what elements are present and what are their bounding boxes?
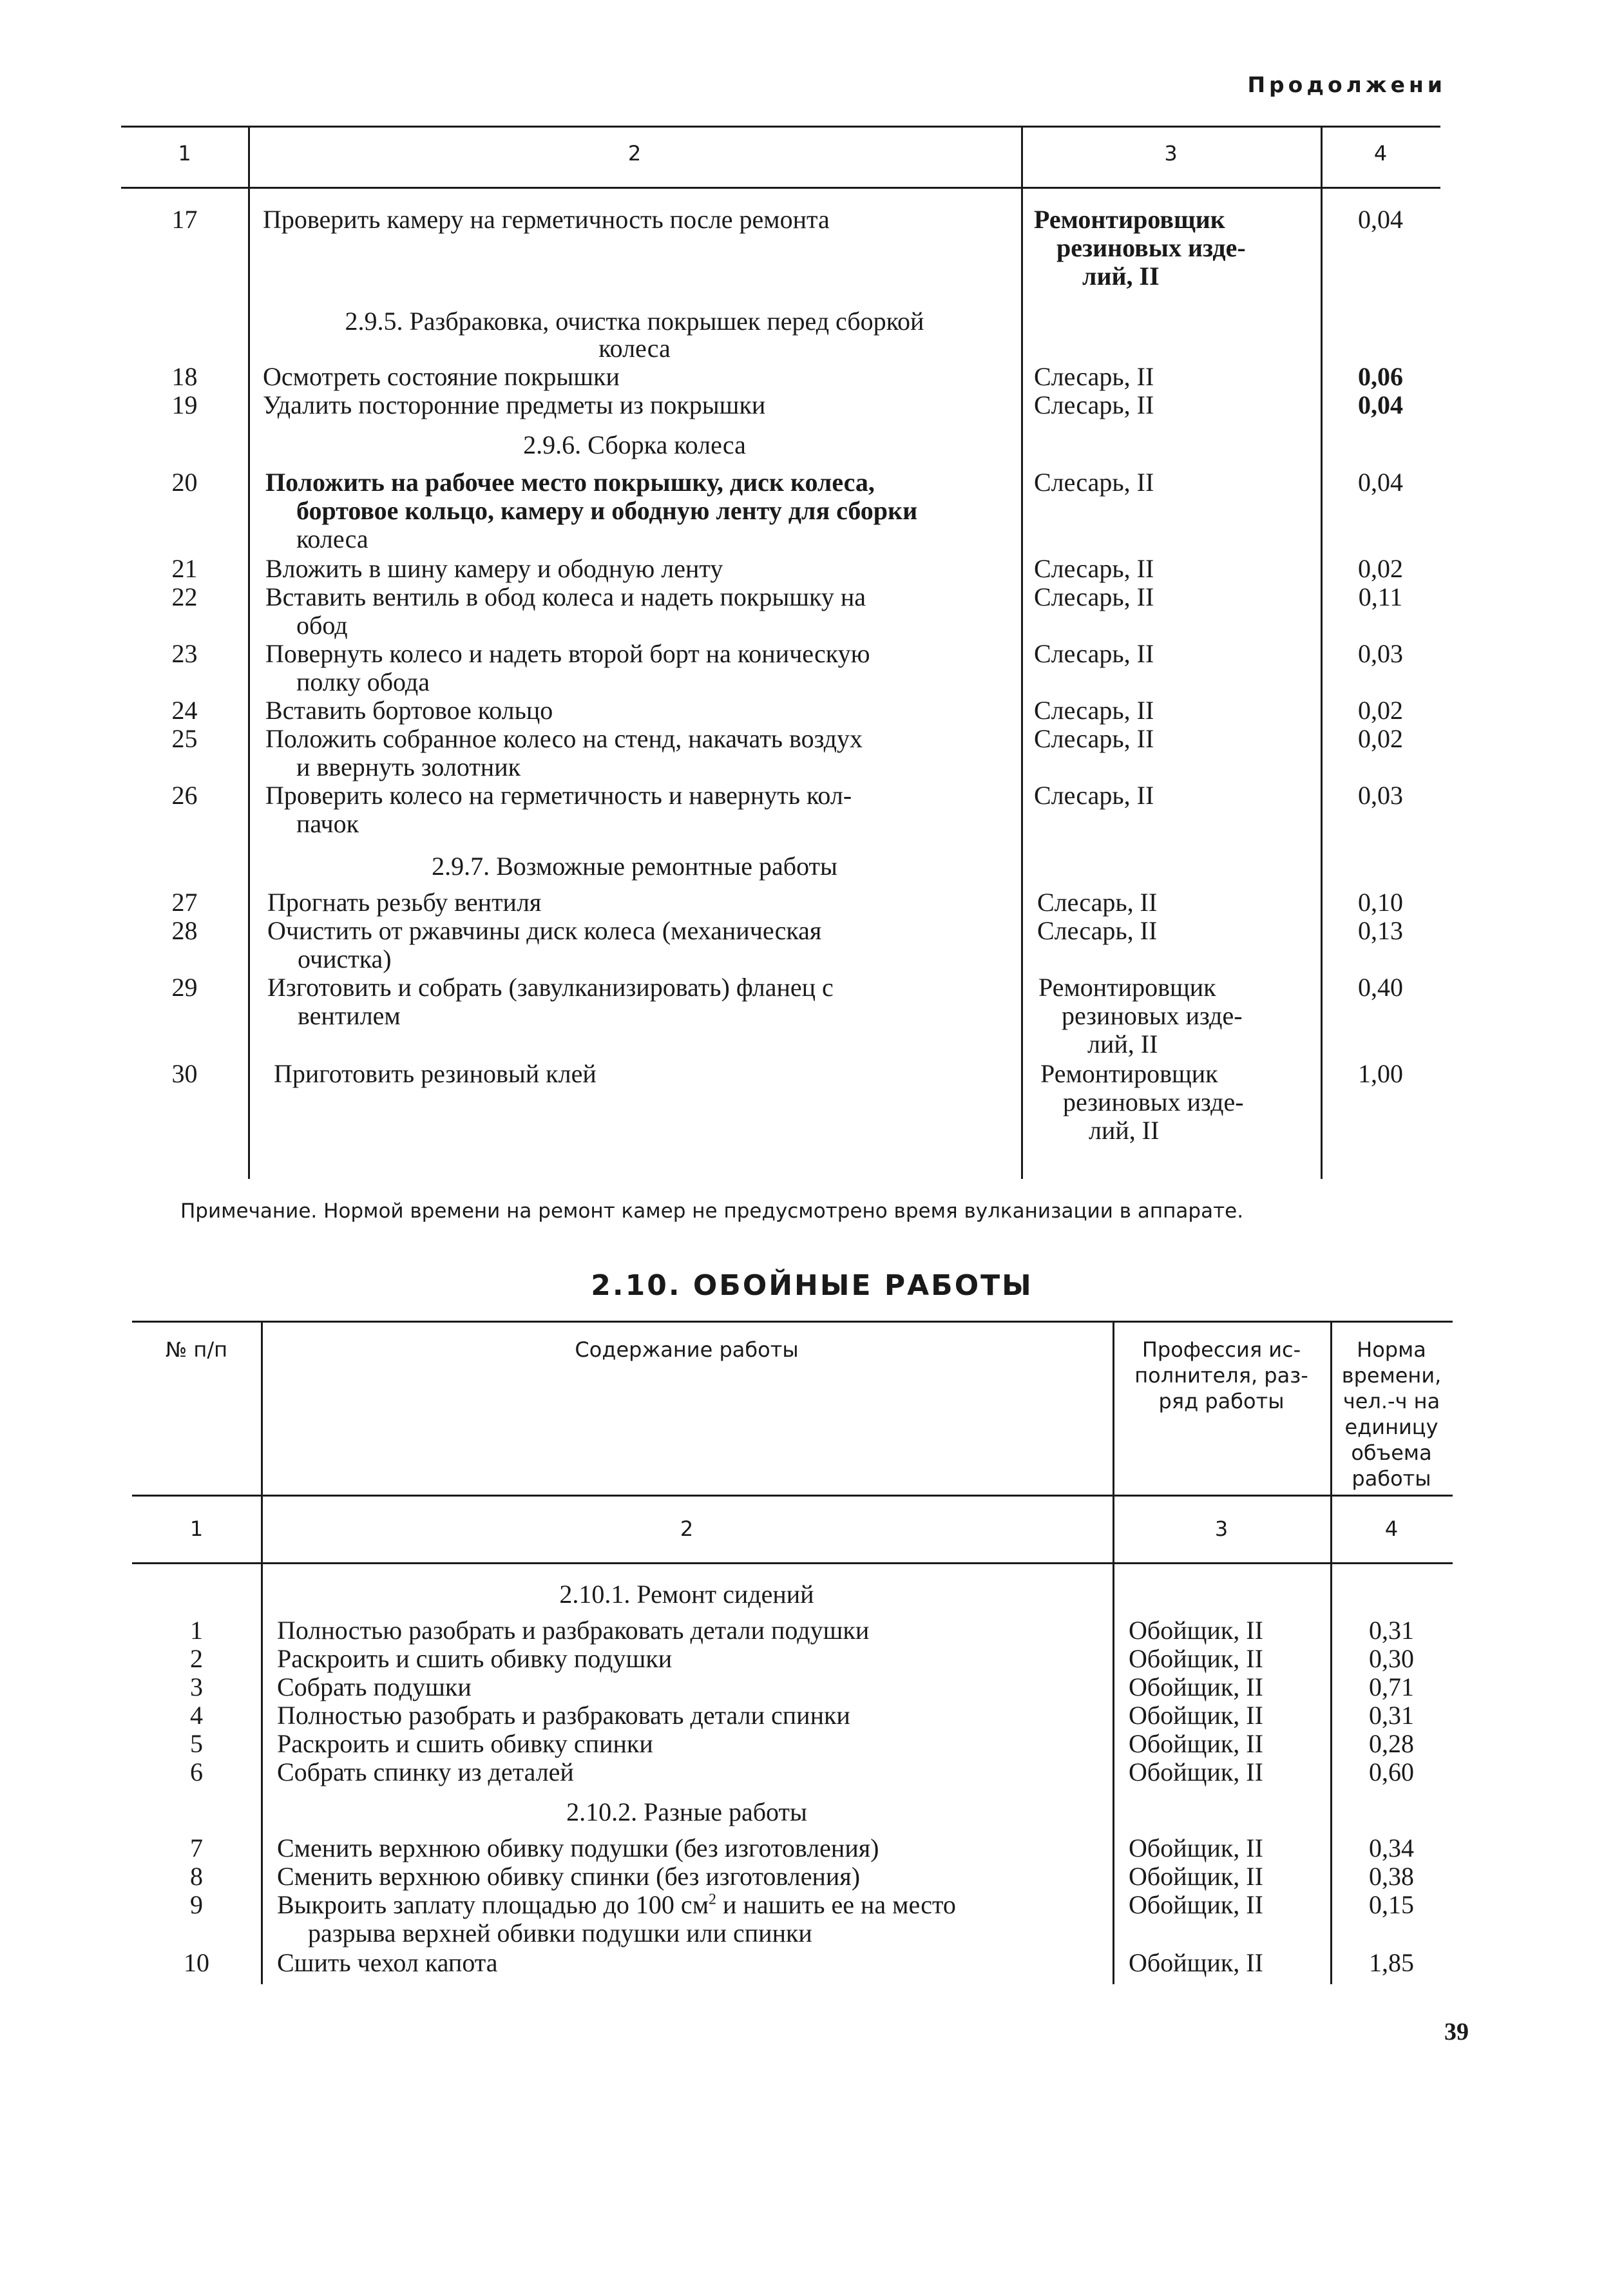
profession: Слесарь, II (1034, 390, 1154, 419)
work-content: Полностью разобрать и разбраковать детали подушки (277, 1616, 870, 1645)
row-number: 29 (171, 973, 198, 1002)
table1-colnum-3: 3 (1164, 141, 1178, 166)
row-number: 9 (190, 1890, 203, 1919)
work-content: Полностью разобрать и разбраковать детали спинки (277, 1701, 850, 1730)
profession: резиновых изде- (1056, 233, 1246, 262)
row-number: 1 (190, 1616, 203, 1645)
row-number: 28 (171, 916, 198, 945)
subsection-heading: 2.10.2. Разные работы (566, 1797, 807, 1826)
subsection-heading: 2.9.5. Разбраковка, очистка покрышек перед сборкой (345, 307, 924, 336)
header-number: № п/п (165, 1337, 228, 1362)
work-content: Вставить вентиль в обод колеса и надеть покрышку на (265, 582, 866, 611)
row-number: 21 (171, 554, 198, 583)
row-number: 26 (171, 781, 198, 810)
profession: Ремонтировщик (1038, 973, 1216, 1002)
row-number: 19 (171, 390, 198, 419)
row-number: 10 (184, 1948, 209, 1977)
work-content: бортовое кольцо, камеру и ободную ленту для сборки (296, 496, 918, 525)
row-number: 30 (171, 1059, 198, 1088)
work-content: Сменить верхнюю обивку подушки (без изготовления) (277, 1833, 879, 1862)
profession: Слесарь, II (1034, 554, 1154, 583)
profession: Слесарь, II (1034, 582, 1154, 611)
table1-colnum-1: 1 (178, 141, 191, 166)
subsection-heading: 2.9.6. Сборка колеса (523, 430, 746, 459)
work-content: и ввернуть золотник (296, 752, 521, 781)
time-norm: 0,60 (1369, 1757, 1414, 1786)
table1-col-divider-1 (248, 126, 250, 1179)
work-content: Раскроить и сшить обивку подушки (277, 1644, 673, 1673)
work-content: Раскроить и сшить обивку спинки (277, 1729, 653, 1758)
profession: лий, II (1089, 1116, 1160, 1145)
time-norm: 0,02 (1358, 696, 1403, 725)
profession: Обойщик, II (1129, 1757, 1263, 1786)
row-number: 22 (171, 582, 198, 611)
time-norm: 0,04 (1358, 468, 1403, 497)
profession: Обойщик, II (1129, 1833, 1263, 1862)
row-number: 25 (171, 724, 198, 753)
work-content: Сменить верхнюю обивку спинки (без изготовления) (277, 1862, 861, 1891)
profession: Ремонтировщик (1034, 205, 1225, 234)
header-profession: ряд работы (1158, 1389, 1285, 1413)
table1-header-rule (121, 187, 1440, 189)
table1-col-divider-2 (1021, 126, 1023, 1179)
row-number: 5 (190, 1729, 203, 1758)
profession: Слесарь, II (1034, 639, 1154, 668)
time-norm: 0,11 (1358, 582, 1403, 611)
profession: Обойщик, II (1129, 1890, 1263, 1919)
work-content: Собрать подушки (277, 1672, 472, 1701)
time-norm: 0,13 (1358, 916, 1403, 945)
superscript: 2 (709, 1891, 716, 1908)
profession: Обойщик, II (1129, 1862, 1263, 1891)
work-content: очистка) (298, 944, 392, 973)
work-content-part: и нашить ее на место (716, 1890, 956, 1919)
table2-header-rule (132, 1495, 1453, 1497)
table2-col-divider-1 (261, 1321, 263, 1984)
profession: Обойщик, II (1129, 1701, 1263, 1730)
work-content: полку обода (296, 667, 430, 696)
work-content: Собрать спинку из деталей (277, 1757, 574, 1786)
time-norm: 0,71 (1369, 1672, 1414, 1701)
profession: лий, II (1082, 262, 1160, 291)
work-content: Сшить чехол капота (277, 1948, 498, 1977)
profession: лий, II (1087, 1029, 1158, 1058)
profession: Обойщик, II (1129, 1644, 1263, 1673)
work-content: пачок (296, 809, 359, 838)
work-content: Повернуть колесо и надеть второй борт на коническую (265, 639, 870, 668)
work-content: обод (296, 611, 348, 640)
time-norm: 0,03 (1358, 781, 1403, 810)
time-norm: 0,04 (1358, 390, 1403, 419)
time-norm: 1,85 (1369, 1948, 1414, 1977)
profession: Слесарь, II (1037, 916, 1158, 945)
table2-colnum-2: 2 (680, 1517, 694, 1541)
row-number: 20 (171, 468, 198, 497)
profession: Слесарь, II (1034, 781, 1154, 810)
time-norm: 0,30 (1369, 1644, 1414, 1673)
profession: Слесарь, II (1037, 888, 1158, 917)
row-number: 6 (190, 1757, 203, 1786)
work-content: колеса (296, 524, 368, 553)
row-number: 17 (171, 205, 198, 234)
header-content: Содержание работы (575, 1337, 799, 1362)
profession: Обойщик, II (1129, 1672, 1263, 1701)
header-norm: чел.-ч на (1342, 1389, 1440, 1413)
work-content: Вложить в шину камеру и ободную ленту (265, 554, 723, 583)
work-content: Удалить посторонние предметы из покрышки (263, 390, 766, 419)
header-norm: единицу (1344, 1415, 1438, 1439)
work-content: Очистить от ржавчины диск колеса (механическая (267, 916, 822, 945)
row-number: 8 (190, 1862, 203, 1891)
row-number: 4 (190, 1701, 203, 1730)
page-number: 39 (1444, 2018, 1469, 2045)
row-number: 24 (171, 696, 198, 725)
table2-colnum-rule (132, 1562, 1453, 1564)
work-content: Осмотреть состояние покрышки (263, 362, 620, 391)
work-content-part: Выкроить заплату площадью до 100 см (277, 1890, 709, 1919)
row-number: 18 (171, 362, 198, 391)
header-norm: Норма (1357, 1337, 1426, 1362)
work-content: Положить собранное колесо на стенд, накачать воздух (265, 724, 863, 753)
row-number: 3 (190, 1672, 203, 1701)
profession: резиновых изде- (1062, 1001, 1243, 1030)
time-norm: 0,10 (1358, 888, 1403, 917)
work-content: Проверить колесо на герметичность и навернуть кол- (265, 781, 852, 810)
work-content: Проверить камеру на герметичность после ремонта (263, 205, 830, 234)
header-profession: полнителя, раз- (1134, 1363, 1308, 1388)
profession: Обойщик, II (1129, 1948, 1263, 1977)
table1-colnum-4: 4 (1373, 141, 1388, 166)
subsection-heading: 2.10.1. Ремонт сидений (559, 1580, 814, 1609)
work-content: Прогнать резьбу вентиля (267, 888, 542, 917)
time-norm: 1,00 (1358, 1059, 1403, 1088)
table2-top-rule (132, 1321, 1453, 1323)
time-norm: 0,31 (1369, 1701, 1414, 1730)
table2-colnum-3: 3 (1214, 1517, 1228, 1541)
time-norm: 0,38 (1369, 1862, 1414, 1891)
continued-label: Продолжени (1247, 72, 1446, 97)
subsection-heading: 2.9.7. Возможные ремонтные работы (432, 852, 837, 881)
row-number: 2 (190, 1644, 203, 1673)
profession: Обойщик, II (1129, 1729, 1263, 1758)
work-content (277, 1890, 956, 1920)
profession: Слесарь, II (1034, 362, 1154, 391)
subsection-heading: колеса (598, 334, 671, 363)
work-content: Изготовить и собрать (завулканизировать) фланец с (267, 973, 834, 1002)
time-norm: 0,31 (1369, 1616, 1414, 1645)
time-norm: 0,34 (1369, 1833, 1414, 1862)
time-norm: 0,28 (1369, 1729, 1414, 1758)
time-norm: 0,06 (1358, 362, 1403, 391)
work-content: вентилем (298, 1001, 401, 1030)
time-norm: 0,40 (1358, 973, 1403, 1002)
row-number: 23 (171, 639, 198, 668)
table-note: Примечание. Нормой времени на ремонт камер не предусмотрено время вулканизации в аппарате. (180, 1200, 1244, 1223)
work-content: Положить на рабочее место покрышку, диск колеса, (265, 468, 875, 497)
table2-col-divider-2 (1113, 1321, 1114, 1984)
table1-top-rule (121, 126, 1440, 128)
header-norm: объема (1351, 1440, 1432, 1465)
table2-colnum-1: 1 (189, 1517, 204, 1541)
header-norm: времени, (1341, 1363, 1442, 1388)
table1-colnum-2: 2 (627, 141, 642, 166)
time-norm: 0,04 (1358, 205, 1403, 234)
time-norm: 0,02 (1358, 724, 1403, 753)
profession: Слесарь, II (1034, 696, 1154, 725)
row-number: 27 (171, 888, 198, 917)
row-number: 7 (190, 1833, 203, 1862)
work-content: разрыва верхней обивки подушки или спинки (308, 1919, 812, 1948)
work-content: Вставить бортовое кольцо (265, 696, 553, 725)
header-norm: работы (1352, 1466, 1431, 1491)
profession: Ремонтировщик (1040, 1059, 1218, 1088)
header-profession: Профессия ис- (1142, 1337, 1301, 1362)
profession: Слесарь, II (1034, 724, 1154, 753)
time-norm: 0,03 (1358, 639, 1403, 668)
work-content: Приготовить резиновый клей (274, 1059, 597, 1088)
profession: Обойщик, II (1129, 1616, 1263, 1645)
profession: резиновых изде- (1063, 1087, 1244, 1116)
table2-colnum-4: 4 (1384, 1517, 1399, 1541)
time-norm: 0,02 (1358, 554, 1403, 583)
time-norm: 0,15 (1369, 1890, 1414, 1919)
section-title: 2.10. ОБОЙНЫЕ РАБОТЫ (591, 1269, 1033, 1302)
profession: Слесарь, II (1034, 468, 1154, 497)
